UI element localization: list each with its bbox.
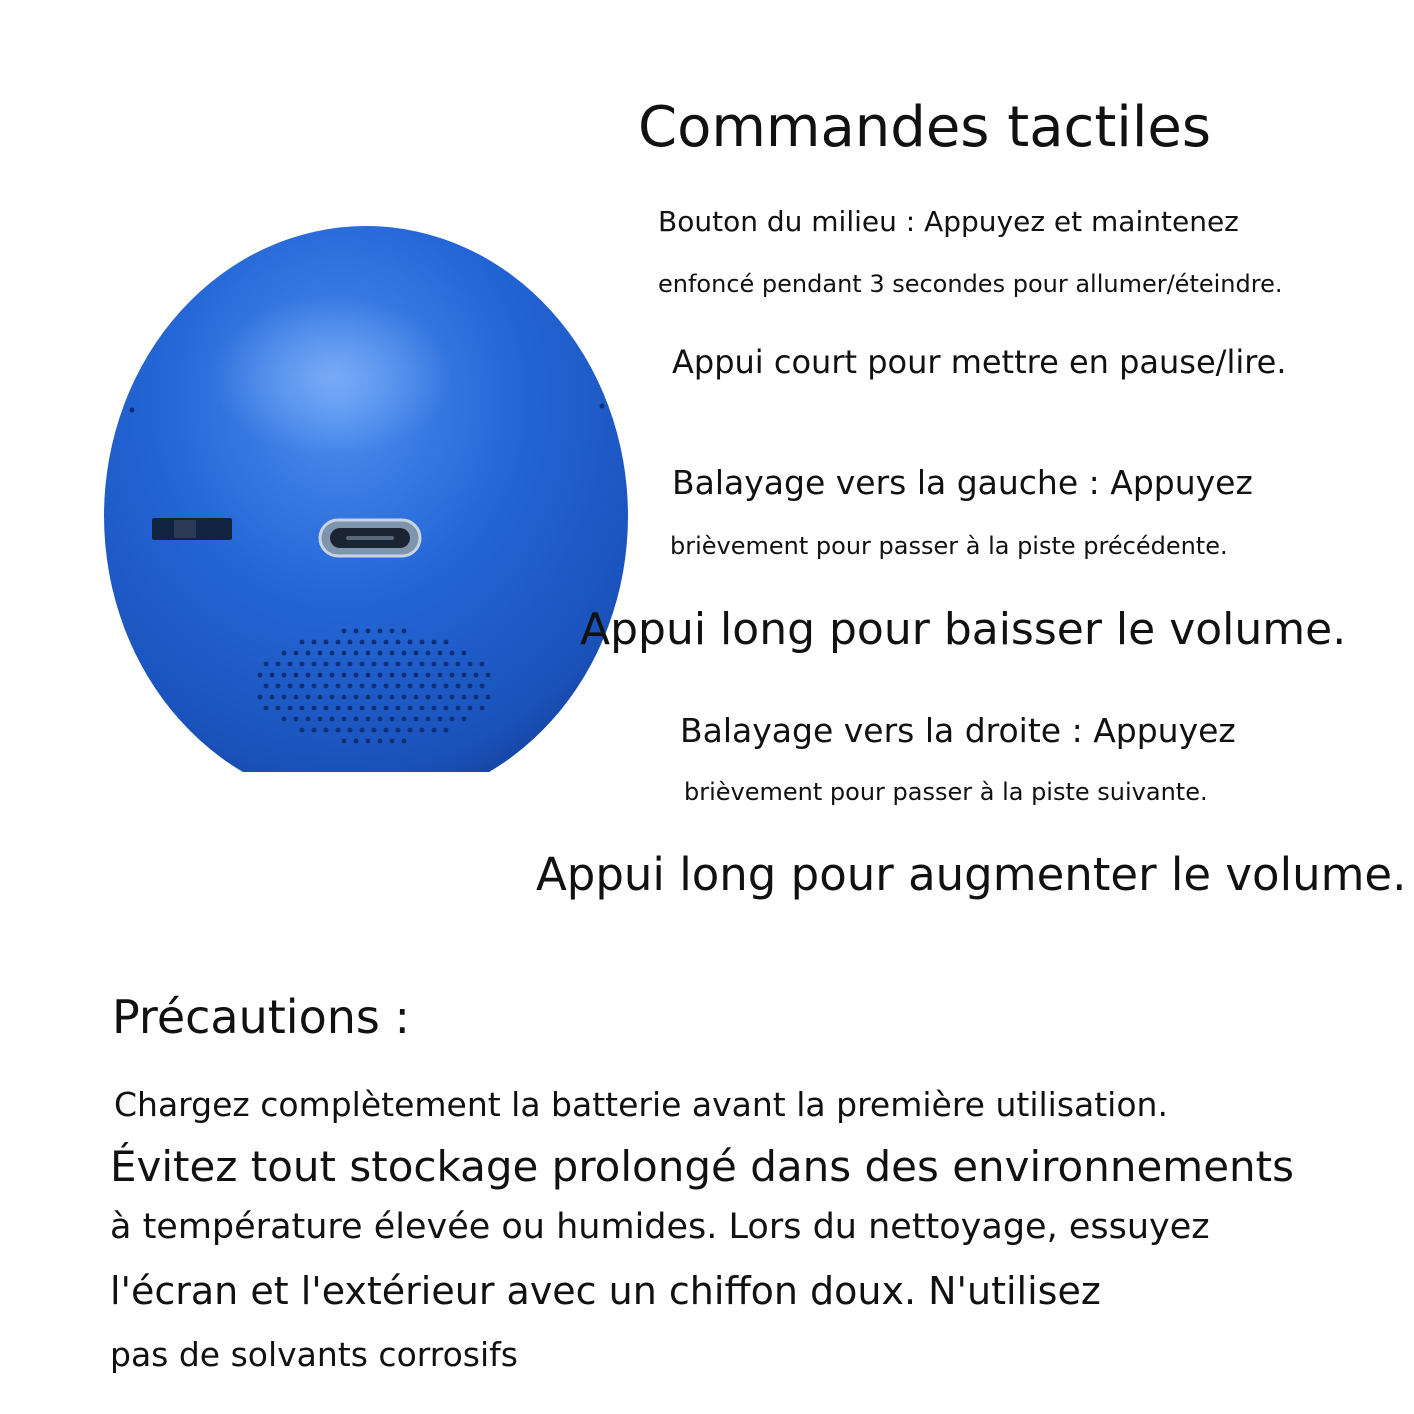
- grille-hole: [444, 640, 449, 645]
- grille-hole: [402, 695, 407, 700]
- grille-hole: [384, 640, 389, 645]
- grille-hole: [438, 651, 443, 656]
- grille-hole: [456, 684, 461, 689]
- grille-hole: [402, 629, 407, 634]
- grille-hole: [438, 695, 443, 700]
- grille-hole: [462, 695, 467, 700]
- usb-port-icon: [320, 520, 420, 556]
- grille-hole: [438, 673, 443, 678]
- grille-hole: [420, 684, 425, 689]
- grille-hole: [384, 706, 389, 711]
- grille-hole: [474, 695, 479, 700]
- grille-hole: [402, 673, 407, 678]
- grille-hole: [366, 717, 371, 722]
- grille-hole: [330, 717, 335, 722]
- grille-hole: [402, 717, 407, 722]
- grille-hole: [324, 662, 329, 667]
- grille-hole: [408, 706, 413, 711]
- grille-hole: [306, 651, 311, 656]
- swipe-left-line-2: brièvement pour passer à la piste précédente.: [670, 532, 1228, 560]
- speaker-illustration: [102, 226, 630, 772]
- grille-hole: [282, 651, 287, 656]
- grille-hole: [426, 717, 431, 722]
- grille-hole: [414, 695, 419, 700]
- grille-hole: [444, 662, 449, 667]
- grille-hole: [324, 640, 329, 645]
- grille-hole: [396, 728, 401, 733]
- grille-hole: [432, 684, 437, 689]
- grille-hole: [462, 717, 467, 722]
- grille-hole: [366, 739, 371, 744]
- grille-hole: [294, 673, 299, 678]
- grille-hole: [348, 684, 353, 689]
- grille-hole: [408, 684, 413, 689]
- grille-hole: [402, 739, 407, 744]
- grille-hole: [360, 728, 365, 733]
- grille-hole: [372, 728, 377, 733]
- grille-hole: [288, 684, 293, 689]
- grille-hole: [390, 673, 395, 678]
- grille-hole: [300, 662, 305, 667]
- grille-hole: [354, 673, 359, 678]
- grille-hole: [450, 651, 455, 656]
- grille-hole: [300, 706, 305, 711]
- grille-hole: [288, 662, 293, 667]
- grille-hole: [264, 706, 269, 711]
- grille-hole: [366, 651, 371, 656]
- grille-hole: [372, 684, 377, 689]
- grille-hole: [444, 706, 449, 711]
- grille-hole: [318, 695, 323, 700]
- grille-hole: [378, 717, 383, 722]
- grille-hole: [336, 662, 341, 667]
- grille-hole: [384, 662, 389, 667]
- grille-hole: [378, 673, 383, 678]
- grille-hole: [324, 706, 329, 711]
- grille-hole: [330, 695, 335, 700]
- grille-hole: [342, 651, 347, 656]
- grille-hole: [324, 684, 329, 689]
- precautions-line-2: Évitez tout stockage prolongé dans des environnements: [110, 1142, 1295, 1191]
- grille-hole: [360, 640, 365, 645]
- grille-hole: [312, 706, 317, 711]
- grille-hole: [276, 706, 281, 711]
- grille-hole: [300, 728, 305, 733]
- grille-hole: [390, 717, 395, 722]
- grille-hole: [360, 662, 365, 667]
- grille-hole: [294, 651, 299, 656]
- grille-hole: [366, 629, 371, 634]
- grille-hole: [468, 684, 473, 689]
- swipe-right-line-3: Appui long pour augmenter le volume.: [536, 848, 1407, 901]
- grille-hole: [390, 695, 395, 700]
- grille-hole: [360, 684, 365, 689]
- grille-hole: [462, 651, 467, 656]
- grille-hole: [348, 662, 353, 667]
- grille-hole: [336, 640, 341, 645]
- grille-hole: [288, 706, 293, 711]
- grille-hole: [408, 728, 413, 733]
- grille-hole: [306, 717, 311, 722]
- grille-hole: [324, 728, 329, 733]
- grille-hole: [420, 662, 425, 667]
- grille-hole: [450, 717, 455, 722]
- grille-hole: [348, 728, 353, 733]
- grille-hole: [414, 651, 419, 656]
- grille-hole: [312, 728, 317, 733]
- grille-hole: [450, 673, 455, 678]
- grille-hole: [438, 717, 443, 722]
- grille-hole: [408, 662, 413, 667]
- grille-hole: [444, 728, 449, 733]
- grille-hole: [294, 717, 299, 722]
- grille-hole: [354, 651, 359, 656]
- grille-hole: [342, 695, 347, 700]
- grille-hole: [372, 662, 377, 667]
- grille-hole: [318, 651, 323, 656]
- grille-hole: [426, 695, 431, 700]
- pinhole-right: [600, 404, 605, 409]
- grille-hole: [432, 706, 437, 711]
- grille-hole: [282, 717, 287, 722]
- grille-hole: [348, 640, 353, 645]
- grille-hole: [378, 651, 383, 656]
- grille-hole: [342, 717, 347, 722]
- grille-hole: [414, 673, 419, 678]
- grille-hole: [258, 673, 263, 678]
- grille-hole: [480, 706, 485, 711]
- grille-hole: [294, 695, 299, 700]
- grille-hole: [378, 629, 383, 634]
- grille-hole: [264, 662, 269, 667]
- grille-hole: [276, 684, 281, 689]
- grille-hole: [408, 640, 413, 645]
- middle-button-line-1: Bouton du milieu : Appuyez et maintenez: [658, 205, 1239, 238]
- precautions-heading: Précautions :: [112, 990, 410, 1044]
- swipe-right-line-2: brièvement pour passer à la piste suivante.: [684, 778, 1208, 806]
- grille-hole: [318, 673, 323, 678]
- grille-hole: [312, 684, 317, 689]
- grille-hole: [372, 706, 377, 711]
- grille-hole: [354, 695, 359, 700]
- grille-hole: [270, 673, 275, 678]
- grille-hole: [300, 640, 305, 645]
- grille-hole: [426, 673, 431, 678]
- grille-hole: [270, 695, 275, 700]
- grille-hole: [306, 695, 311, 700]
- swipe-left-line-1: Balayage vers la gauche : Appuyez: [672, 463, 1253, 502]
- grille-hole: [306, 673, 311, 678]
- grille-hole: [396, 640, 401, 645]
- grille-hole: [432, 640, 437, 645]
- grille-hole: [312, 640, 317, 645]
- grille-hole: [354, 739, 359, 744]
- grille-hole: [414, 717, 419, 722]
- precautions-line-5: pas de solvants corrosifs: [110, 1335, 518, 1374]
- grille-hole: [390, 651, 395, 656]
- grille-hole: [330, 673, 335, 678]
- grille-hole: [312, 662, 317, 667]
- touch-controls-heading: Commandes tactiles: [638, 95, 1212, 160]
- grille-hole: [366, 695, 371, 700]
- grille-hole: [330, 651, 335, 656]
- grille-hole: [390, 739, 395, 744]
- grille-hole: [384, 684, 389, 689]
- grille-hole: [456, 662, 461, 667]
- grille-hole: [384, 728, 389, 733]
- grille-hole: [432, 662, 437, 667]
- grille-hole: [336, 728, 341, 733]
- swipe-right-line-1: Balayage vers la droite : Appuyez: [680, 711, 1236, 750]
- grille-hole: [276, 662, 281, 667]
- grille-hole: [420, 728, 425, 733]
- grille-hole: [396, 662, 401, 667]
- grille-hole: [486, 695, 491, 700]
- grille-hole: [372, 640, 377, 645]
- grille-hole: [336, 684, 341, 689]
- grille-hole: [342, 673, 347, 678]
- swipe-left-line-3: Appui long pour baisser le volume.: [580, 604, 1347, 655]
- grille-hole: [474, 673, 479, 678]
- grille-hole: [432, 728, 437, 733]
- grille-hole: [258, 695, 263, 700]
- precautions-line-4: l'écran et l'extérieur avec un chiffon doux. N'utilisez: [110, 1269, 1101, 1313]
- grille-hole: [300, 684, 305, 689]
- switch-icon: [152, 518, 232, 540]
- grille-hole: [480, 662, 485, 667]
- grille-hole: [318, 717, 323, 722]
- middle-button-line-2: enfoncé pendant 3 secondes pour allumer/éteindre.: [658, 270, 1283, 298]
- grille-hole: [486, 673, 491, 678]
- grille-hole: [480, 684, 485, 689]
- grille-hole: [444, 684, 449, 689]
- grille-hole: [396, 684, 401, 689]
- pinhole-left: [130, 408, 135, 413]
- grille-hole: [342, 629, 347, 634]
- grille-hole: [402, 651, 407, 656]
- grille-hole: [426, 651, 431, 656]
- grille-hole: [360, 706, 365, 711]
- middle-button-line-3: Appui court pour mettre en pause/lire.: [672, 343, 1287, 381]
- grille-hole: [354, 629, 359, 634]
- grille-hole: [282, 695, 287, 700]
- grille-hole: [390, 629, 395, 634]
- grille-hole: [456, 706, 461, 711]
- grille-hole: [468, 706, 473, 711]
- precautions-line-1: Chargez complètement la batterie avant la première utilisation.: [114, 1085, 1168, 1124]
- grille-hole: [462, 673, 467, 678]
- grille-hole: [468, 662, 473, 667]
- speaker-image: [102, 226, 630, 772]
- grille-hole: [366, 673, 371, 678]
- grille-hole: [264, 684, 269, 689]
- grille-hole: [282, 673, 287, 678]
- precautions-line-3: à température élevée ou humides. Lors du nettoyage, essuyez: [110, 1207, 1210, 1247]
- grille-hole: [348, 706, 353, 711]
- grille-hole: [420, 640, 425, 645]
- grille-hole: [336, 706, 341, 711]
- grille-hole: [396, 706, 401, 711]
- grille-hole: [342, 739, 347, 744]
- grille-hole: [450, 695, 455, 700]
- grille-hole: [354, 717, 359, 722]
- grille-hole: [378, 695, 383, 700]
- grille-hole: [378, 739, 383, 744]
- grille-hole: [420, 706, 425, 711]
